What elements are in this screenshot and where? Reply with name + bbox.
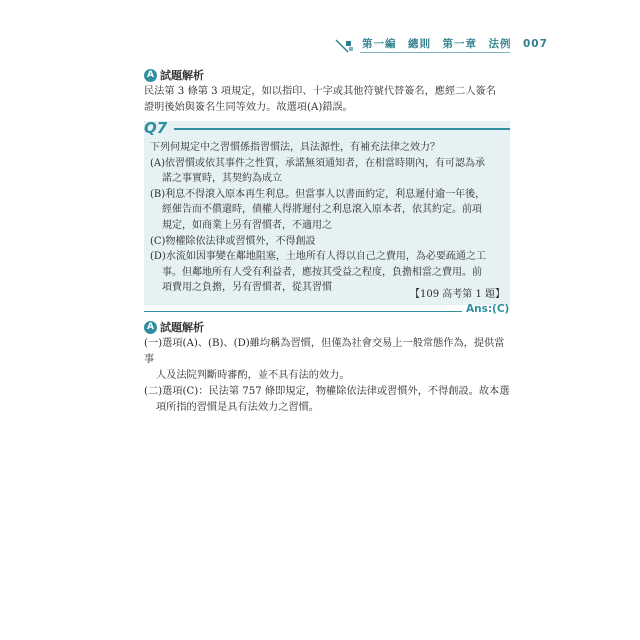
question-stem: 下列何規定中之習慣係指習慣法，具法源性，有補充法律之效力？ — [150, 142, 440, 153]
question-rule — [174, 128, 510, 130]
option-d: (D)水流如因事變在鄰地阻塞，土地所有人得以自己之費用，為必要疏通之工 — [150, 251, 486, 263]
answer-heading: 試題解析 — [160, 69, 204, 82]
option-b-cont: 經催告而不償還時，債權人得將遲付之利息滾入原本者，依其約定。前項 — [162, 204, 482, 216]
analysis-item: (一)選項(A)、(B)、(D)雖均稱為習慣，但僅為社會交易上一般常態作為，提供當事 — [144, 338, 505, 365]
running-header: 第一編 總則 第一章 法例 007 — [362, 38, 548, 50]
option-b-cont: 規定，如商業上另有習慣者，不適用之 — [162, 219, 332, 231]
option-d-cont: 項費用之負擔，另有習慣者，從其習慣 — [162, 282, 332, 294]
header-decoration-icon — [334, 38, 356, 54]
option-b: (B)利息不得滾入原本再生利息。但當事人以書面約定，利息遲付逾一年後， — [150, 188, 486, 200]
analysis-item: (二)選項(C)：民法第 757 條即規定，物權除依法律或習慣外，不得創設。故本選 — [144, 386, 510, 397]
analysis-line: 證明後始與簽名生同等效力。故選項(A)錯誤。 — [144, 102, 353, 113]
option-c: (C)物權除依法律或習慣外，不得創設 — [150, 235, 316, 247]
header-rule — [360, 52, 510, 53]
question-label: Q7 — [144, 119, 168, 137]
answer-badge-icon: A — [144, 69, 157, 82]
option-a: (A)依習慣或依其事件之性質，承諾無須通知者，在相當時期內，有可認為承 — [150, 157, 486, 169]
answer-badge-icon: A — [144, 321, 157, 334]
analysis-item-cont: 項所指的習慣是具有法效力之習慣。 — [156, 402, 319, 413]
analysis-item-cont: 人及法院判斷時審酌，並不具有法的效力。 — [156, 370, 350, 381]
answer-rule — [144, 311, 462, 312]
option-a-cont: 諾之事實時，其契約為成立 — [162, 173, 282, 185]
question-body — [150, 140, 506, 296]
answer-heading: 試題解析 — [160, 321, 204, 334]
answer-analysis-1 — [144, 67, 512, 116]
answer-analysis-2 — [144, 319, 512, 416]
analysis-line: 民法第 3 條第 3 項規定，如以指印、十字或其他符號代替簽名，應經二人簽名 — [144, 86, 496, 97]
question-source: 【109 高考第 1 題】 — [410, 289, 505, 300]
answer-key: Ans:(C) — [466, 303, 510, 315]
option-d-cont: 事。但鄰地所有人受有利益者，應按其受益之程度，負擔相當之費用。前 — [162, 266, 482, 278]
